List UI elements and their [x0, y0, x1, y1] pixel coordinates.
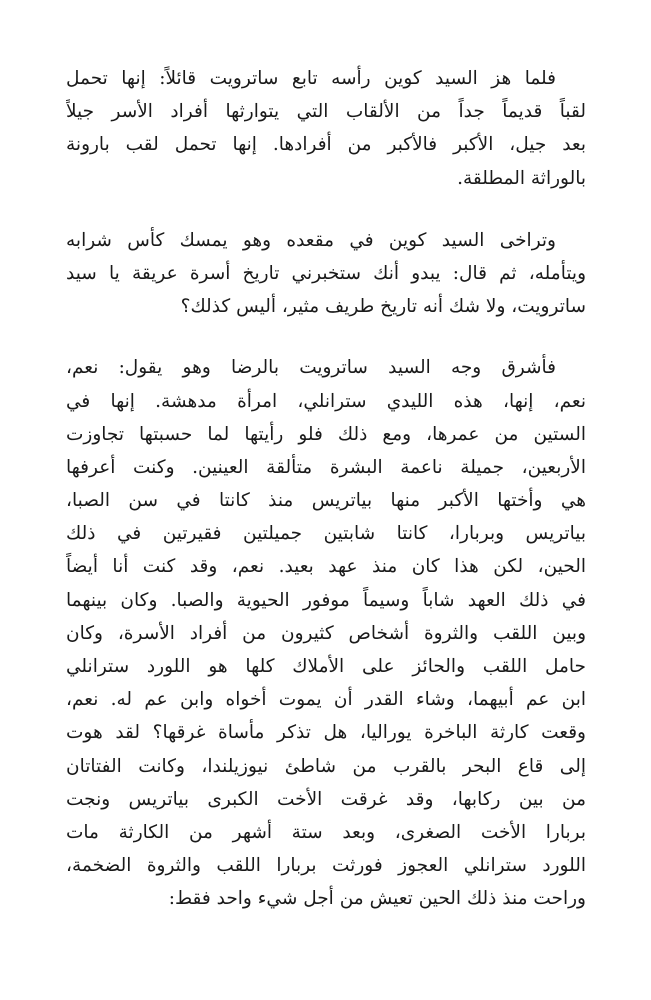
text-line: ابن عم أبيهما، وشاء القدر أن يموت أخواه وابن عم له. نعم، [66, 689, 586, 711]
paragraph-3 [66, 351, 586, 915]
text-line: وبين اللقب والثروة أشخاص كثيرون من أفراد الأسرة، وكان [66, 622, 586, 644]
paragraph-1 [66, 62, 586, 195]
text-line: ساترويت، ولا شك أنه تاريخ طريف مثير، أليس كذلك؟ [180, 296, 586, 318]
text-line: وراحت منذ ذلك الحين تعيش من أجل شيء واحد فقط: [168, 888, 586, 910]
text-line: حامل اللقب والحائز على الأملاك كلها هو اللورد سترانلي [66, 656, 586, 677]
text-line: الستين من عمرها، ومع ذلك فلو رأيتها لما حسبتها تجاوزت [66, 423, 586, 445]
text-line: إلى قاع البحر بالقرب من شاطئ نيوزيلندا، وكانت الفتاتان [66, 755, 586, 777]
text-line: وقعت كارثة الباخرة يوراليا، هل تذكر مأساة غرقها؟ لقد هوت [66, 722, 586, 744]
text-line: لقباً قديماً جداً من الألقاب التي يتوارثها أفراد الأسر جيلاً [66, 101, 586, 123]
text-line: اللورد سترانلي العجوز فورثت بربارا اللقب والثروة الضخمة، [66, 855, 586, 877]
text-line: ويتأمله، ثم قال: يبدو أنك ستخبرني تاريخ أسرة عريقة يا سيد [66, 262, 586, 284]
text-line: بربارا الأخت الصغرى، وبعد ستة أشهر من الكارثة مات [66, 821, 586, 843]
text-line: بعد جيل، الأكبر فالأكبر من أفرادها. إنها تحمل لقب بارونة [66, 134, 586, 156]
text-line: هي وأختها الأكبر منها بياتريس منذ كانتا في سن الصبا، [66, 490, 586, 512]
text-line: الحين، لكن هذا كان منذ عهد بعيد. نعم، وقد كنت أنا أيضاً [66, 556, 586, 578]
cut-off-next-line [300, 992, 360, 1000]
text-line: من بين ركابها، وقد غرقت الأخت الكبرى بياتريس ونجت [66, 788, 586, 810]
book-page [66, 62, 586, 916]
text-line: في ذلك العهد شاباً وسيماً موفور الحيوية والصبا. وكان بينهما [66, 589, 586, 611]
paragraph-2 [66, 224, 586, 324]
text-line: بياتريس وبربارا، كانتا شابتين جميلتين فقيرتين في ذلك [66, 523, 586, 545]
text-line: نعم، إنها، هذه الليدي سترانلي، امرأة مدهشة. إنها في [66, 390, 586, 412]
text-line: بالوراثة المطلقة. [457, 167, 586, 189]
text-line: وتراخى السيد كوين في مقعده وهو يمسك كأس شرابه [66, 229, 556, 251]
paragraph-spacer [66, 195, 586, 224]
paragraph-spacer [66, 323, 586, 351]
text-line: فأشرق وجه السيد ساترويت بالرضا وهو يقول: نعم، [66, 357, 556, 379]
text-line: فلما هز السيد كوين رأسه تابع ساترويت قائلاً: إنها تحمل [66, 68, 556, 89]
text-line: الأربعين، جميلة ناعمة البشرة متألقة العينين. وكنت أعرفها [66, 456, 586, 478]
